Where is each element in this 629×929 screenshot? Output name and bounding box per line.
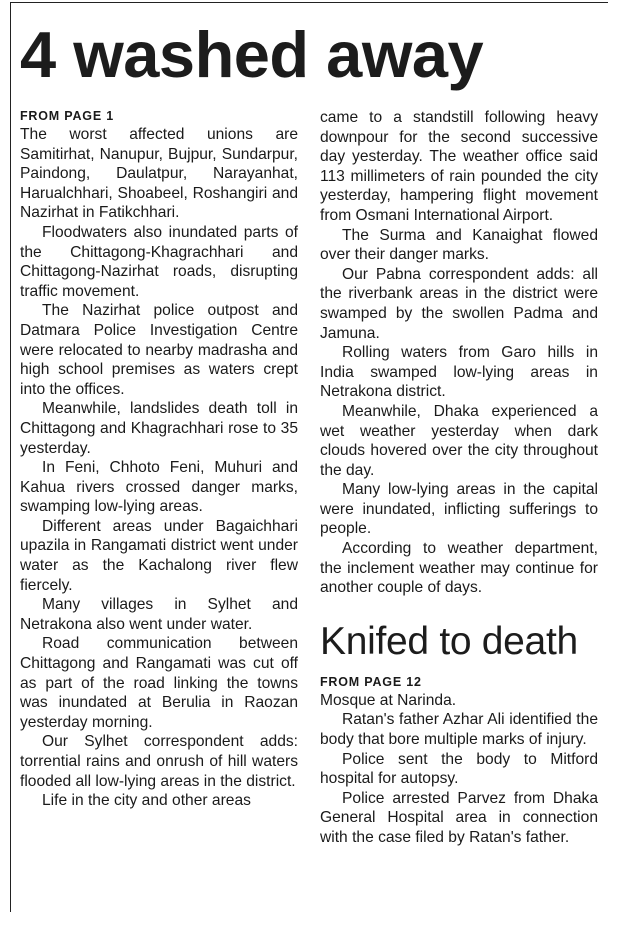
- paragraph: The Surma and Kanaighat flowed over their danger marks.: [320, 226, 598, 264]
- kicker-from-page-1: FROM PAGE 1: [20, 109, 114, 123]
- paragraph: came to a standstill following heavy downpour for the second successive day yesterday. The weather office said 113 millimeters of rain pounded the city yesterday, hampering flight movement from Osmani International Airport.: [320, 109, 598, 224]
- paragraph: Police arrested Parvez from Dhaka General Hospital area in connection with the case filed by Ratan's father.: [320, 789, 598, 846]
- paragraph: According to weather department, the inclement weather may continue for another couple of days.: [320, 540, 598, 597]
- paragraph: Meanwhile, Dhaka experienced a wet weather yesterday when dark clouds hovered over the city throughout the day.: [320, 402, 598, 479]
- paragraph: Meanwhile, landslides death toll in Chittagong and Khagrachhari rose to 35 yesterday.: [20, 400, 298, 457]
- paragraph: Our Pabna correspondent adds: all the riverbank areas in the district were swamped by the swollen Padma and Jamuna.: [320, 265, 598, 342]
- paragraph: Mosque at Narinda.: [320, 691, 457, 709]
- paragraph: Life in the city and other areas: [42, 792, 251, 810]
- top-rule: [10, 2, 608, 3]
- paragraph: Many villages in Sylhet and Netrakona also went under water.: [20, 596, 298, 633]
- left-rule: [10, 2, 11, 912]
- column-left: [20, 108, 298, 811]
- column-right: [320, 108, 598, 848]
- paragraph: Police sent the body to Mitford hospital for autopsy.: [320, 750, 598, 788]
- paragraph: The worst affected unions are Samitirhat, Nanupur, Bujpur, Sundarpur, Paindong, Daulatpur, Narayanhat, Harualchhari, Shoabeel, Roshangiri and Nazirhat in Fatikchhari.: [20, 126, 298, 222]
- headline-4-washed-away: 4 washed away: [20, 18, 484, 91]
- paragraph: In Feni, Chhoto Feni, Muhuri and Kahua rivers crossed danger marks, swamping low-lying areas.: [20, 459, 298, 516]
- paragraph: Ratan's father Azhar Ali identified the body that bore multiple marks of injury.: [320, 711, 598, 749]
- kicker-from-page-12: FROM PAGE 12: [320, 674, 422, 689]
- paragraph: The Nazirhat police outpost and Datmara Police Investigation Centre were relocated to nearby madrasha and high school premises as waters crept into the offices.: [20, 302, 298, 398]
- paragraph: Floodwaters also inundated parts of the Chittagong-Khagrachhari and Chittagong-Nazirhat roads, disrupting traffic movement.: [20, 223, 298, 300]
- paragraph: Rolling waters from Garo hills in India swamped low-lying areas in Netrakona district.: [320, 344, 598, 401]
- paragraph: Our Sylhet correspondent adds: torrential rains and onrush of hill waters flooded all low-lying areas in the district.: [20, 733, 298, 790]
- paragraph: Different areas under Bagaichhari upazila in Rangamati district went under water as the Kachalong river flew fiercely.: [20, 517, 298, 594]
- paragraph: Many low-lying areas in the capital were inundated, inflicting sufferings to people.: [320, 481, 598, 538]
- headline-knifed-to-death: Knifed to death: [320, 619, 578, 663]
- paragraph: Road communication between Chittagong and Rangamati was cut off as part of the road linking the towns was inundated at Berulia in Raozan yesterday morning.: [20, 635, 298, 731]
